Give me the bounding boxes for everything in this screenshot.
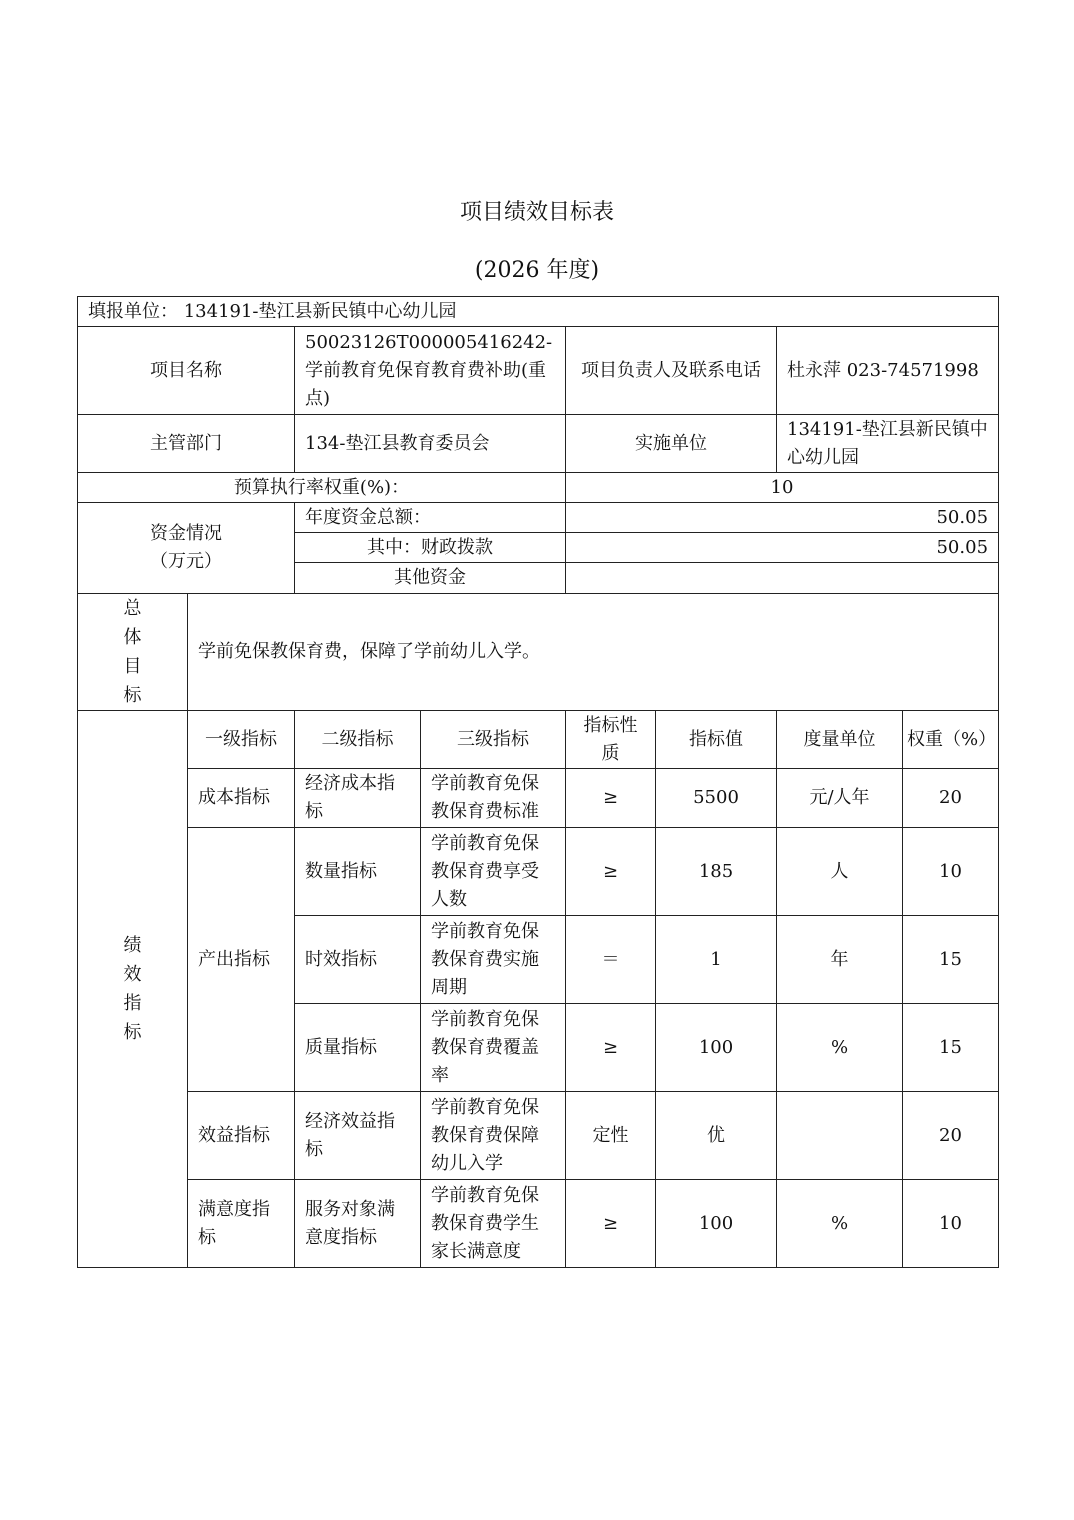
funds-fiscal-label: 其中：财政拨款 — [295, 533, 566, 563]
unit: 元/人年 — [777, 769, 903, 828]
table-row — [78, 1180, 999, 1268]
unit: % — [777, 1004, 903, 1092]
page-title: 项目绩效目标表 — [459, 200, 614, 225]
impl: 134191-垫江县新民镇中心幼儿园 — [777, 415, 999, 473]
table-row — [78, 828, 999, 916]
unit: 人 — [777, 828, 903, 916]
nature: ≥ — [566, 1180, 656, 1268]
funds-label: 资金情况（万元） — [78, 503, 295, 594]
value: 5500 — [656, 769, 777, 828]
budget-weight: 10 — [566, 473, 999, 503]
table-row — [78, 1092, 999, 1180]
contact-label: 项目负责人及联系电话 — [566, 327, 777, 415]
nature: ＝ — [566, 916, 656, 1004]
l2: 数量指标 — [295, 828, 421, 916]
weight: 20 — [903, 769, 999, 828]
l1: 满意度指标 — [188, 1180, 295, 1268]
goal-label: 总体目标 — [78, 594, 188, 711]
perf-label: 绩效指标 — [78, 711, 188, 1268]
header-unit: 度量单位 — [777, 711, 903, 769]
nature: ≥ — [566, 769, 656, 828]
unit — [777, 1092, 903, 1180]
value: 1 — [656, 916, 777, 1004]
header-l3: 三级指标 — [421, 711, 566, 769]
performance-table — [77, 296, 999, 1268]
project-name-label: 项目名称 — [78, 327, 295, 415]
l3: 学前教育免保教保育费保障幼儿入学 — [421, 1092, 566, 1180]
nature: ≥ — [566, 828, 656, 916]
header-nature: 指标性质 — [566, 711, 656, 769]
dept: 134-垫江县教育委员会 — [295, 415, 566, 473]
dept-label: 主管部门 — [78, 415, 295, 473]
funds-total-label: 年度资金总额： — [295, 503, 566, 533]
unit: % — [777, 1180, 903, 1268]
budget-weight-label: 预算执行率权重(%)： — [78, 473, 566, 503]
l2: 服务对象满意度指标 — [295, 1180, 421, 1268]
l1: 效益指标 — [188, 1092, 295, 1180]
funds-other — [566, 563, 999, 594]
header-l2: 二级指标 — [295, 711, 421, 769]
page-subtitle: (2026 年度) — [474, 258, 600, 283]
value: 100 — [656, 1180, 777, 1268]
l1: 产出指标 — [188, 828, 295, 1092]
header-value: 指标值 — [656, 711, 777, 769]
l2: 经济成本指标 — [295, 769, 421, 828]
contact: 杜永萍 023-74571998 — [777, 327, 999, 415]
value: 优 — [656, 1092, 777, 1180]
funds-fiscal: 50.05 — [566, 533, 999, 563]
weight: 10 — [903, 1180, 999, 1268]
weight: 20 — [903, 1092, 999, 1180]
impl-label: 实施单位 — [566, 415, 777, 473]
funds-total: 50.05 — [566, 503, 999, 533]
project-name: 50023126T000005416242-学前教育免保育教育费补助(重点) — [295, 327, 566, 415]
value: 100 — [656, 1004, 777, 1092]
header-weight: 权重（%） — [903, 711, 999, 769]
l2: 经济效益指标 — [295, 1092, 421, 1180]
header-l1: 一级指标 — [188, 711, 295, 769]
weight: 15 — [903, 1004, 999, 1092]
l1: 成本指标 — [188, 769, 295, 828]
goal: 学前免保教保育费，保障了学前幼儿入学。 — [188, 594, 999, 711]
l2: 时效指标 — [295, 916, 421, 1004]
unit: 年 — [777, 916, 903, 1004]
reporting-unit: 填报单位： 134191-垫江县新民镇中心幼儿园 — [78, 297, 999, 327]
l3: 学前教育免保教保育费标准 — [421, 769, 566, 828]
l3: 学前教育免保教保育费覆盖率 — [421, 1004, 566, 1092]
nature: 定性 — [566, 1092, 656, 1180]
l3: 学前教育免保教保育费学生家长满意度 — [421, 1180, 566, 1268]
l2: 质量指标 — [295, 1004, 421, 1092]
funds-other-label: 其他资金 — [295, 563, 566, 594]
weight: 10 — [903, 828, 999, 916]
l3: 学前教育免保教保育费享受人数 — [421, 828, 566, 916]
table-row — [78, 769, 999, 828]
weight: 15 — [903, 916, 999, 1004]
nature: ≥ — [566, 1004, 656, 1092]
l3: 学前教育免保教保育费实施周期 — [421, 916, 566, 1004]
value: 185 — [656, 828, 777, 916]
